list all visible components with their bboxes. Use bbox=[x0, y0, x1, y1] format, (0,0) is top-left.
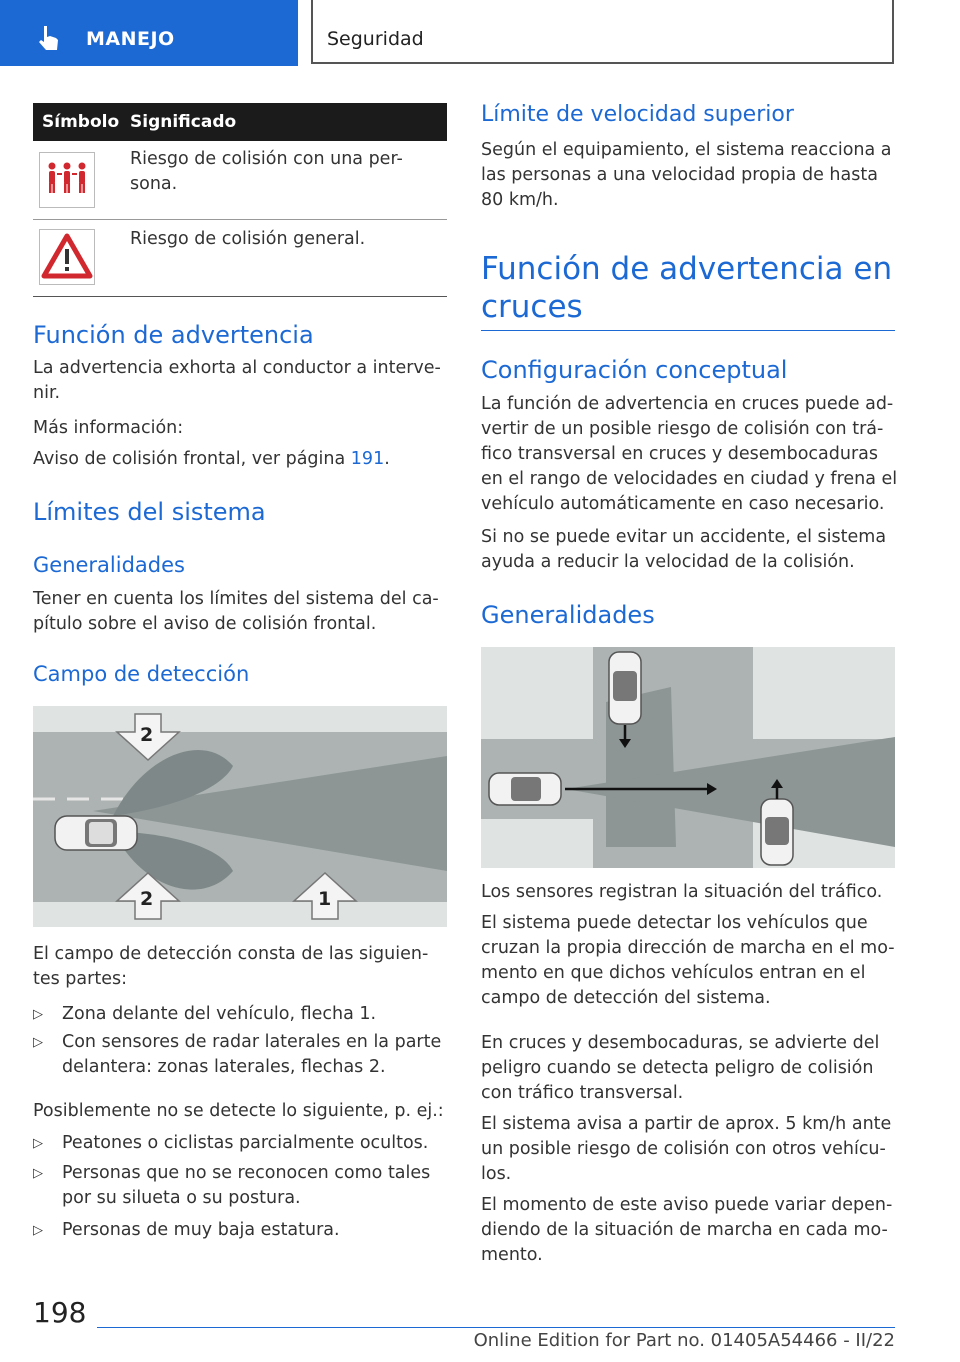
car-icon bbox=[761, 799, 793, 865]
table-divider bbox=[33, 219, 447, 220]
edition-note: Online Edition for Part no. 01405A54466 - II/22 bbox=[473, 1330, 895, 1351]
table-row-2-text: Riesgo de colisión general. bbox=[130, 229, 366, 249]
table-bottom-rule bbox=[33, 296, 447, 297]
heading-concept: Configuración conceptual bbox=[481, 356, 788, 384]
list-item: Zona delante del vehículo, flecha 1. bbox=[62, 1004, 377, 1024]
field-paragraph: El campo de detección consta de las siguien- tes partes: bbox=[33, 944, 429, 989]
warning-paragraph: La advertencia exhorta al conductor a interve- nir. bbox=[33, 358, 441, 403]
topic-box bbox=[311, 0, 894, 64]
detect-paragraph: El sistema puede detectar los vehículos que cruzan la propia dirección de marcha en el mo- mento en que dichos vehículos entran en el campo de detección del sistema. bbox=[481, 913, 895, 1008]
warning-triangle-icon bbox=[39, 229, 95, 285]
bullet-icon: ▷ bbox=[33, 1136, 43, 1151]
list-item: Personas de muy baja estatura. bbox=[62, 1220, 340, 1240]
table-row-1-text: Riesgo de colisión con una per- sona. bbox=[130, 149, 403, 194]
car-icon bbox=[489, 773, 561, 805]
speed-paragraph: Según el equipamiento, el sistema reacciona a las personas a una velocidad propia de hasta 80 km/h. bbox=[481, 140, 892, 210]
section-tab bbox=[0, 0, 298, 66]
section-title: MANEJO bbox=[86, 28, 175, 50]
more-info: Más información: bbox=[33, 418, 184, 438]
page-number: 198 bbox=[33, 1296, 87, 1329]
list-item: Peatones o ciclistas parcialmente ocultos. bbox=[62, 1133, 429, 1153]
heading-warning-function: Función de advertencia bbox=[33, 321, 314, 349]
heading-detection-field: Campo de detección bbox=[33, 662, 250, 686]
persons-warning-icon bbox=[39, 152, 95, 208]
detection-field-figure bbox=[33, 706, 447, 927]
concept-paragraph: La función de advertencia en cruces puede ad- vertir de un posible riesgo de colisión con trá- fico transversal en cruces y desembocaduras en el rango de velocidades en ciudad y frena el vehículo automáticamente en caso necesario. bbox=[481, 394, 898, 514]
bullet-icon: ▷ bbox=[33, 1166, 43, 1181]
list-item: Con sensores de radar laterales en la parte delantera: zonas laterales, flechas 2. bbox=[62, 1032, 442, 1077]
heading-system-limits: Límites del sistema bbox=[33, 498, 266, 526]
bullet-icon: ▷ bbox=[33, 1223, 43, 1238]
col-symbol: Símbolo bbox=[42, 112, 120, 132]
arrow-label-front: 1 bbox=[318, 888, 332, 910]
heading-general-right: Generalidades bbox=[481, 601, 655, 629]
topic-title: Seguridad bbox=[327, 28, 424, 50]
footer-rule bbox=[97, 1327, 895, 1328]
general-paragraph: Tener en cuenta los límites del sistema del ca- pítulo sobre el aviso de colisión frontal. bbox=[33, 589, 439, 634]
arrow-label-top: 2 bbox=[140, 724, 154, 746]
speed-warning-paragraph: El sistema avisa a partir de aprox. 5 km/h ante un posible riesgo de colisión con otros vehícu- los. bbox=[481, 1114, 892, 1184]
heading-rule bbox=[481, 330, 895, 331]
heading-general-left: Generalidades bbox=[33, 553, 185, 577]
concept-paragraph-2: Si no se puede evitar un accidente, el sistema ayuda a reducir la velocidad de la colisión. bbox=[481, 527, 887, 572]
crossing-paragraph: En cruces y desembocaduras, se advierte del peligro cuando se detecta peligro de colisión con tráfico transversal. bbox=[481, 1033, 880, 1103]
col-meaning: Significado bbox=[130, 112, 237, 132]
list-item: Personas que no se reconocen como tales por su silueta o su postura. bbox=[62, 1163, 431, 1208]
hand-pointer-icon bbox=[34, 24, 64, 54]
sensors-paragraph: Los sensores registran la situación del tráfico. bbox=[481, 882, 883, 902]
heading-cross-traffic: Función de advertencia en cruces bbox=[481, 251, 893, 325]
arrow-label-bottom: 2 bbox=[140, 888, 154, 910]
symbol-table-header bbox=[33, 103, 447, 141]
timing-paragraph: El momento de este aviso puede variar depen- diendo de la situación de marcha en cada mo- mento. bbox=[481, 1195, 893, 1265]
crossing-figure bbox=[481, 647, 895, 868]
car-icon bbox=[55, 816, 137, 850]
page-reference: Aviso de colisión frontal, ver página 191. bbox=[33, 449, 390, 469]
heading-upper-speed-limit: Límite de velocidad superior bbox=[481, 102, 794, 127]
maybe-paragraph: Posiblemente no se detecte lo siguiente, p. ej.: bbox=[33, 1101, 444, 1121]
bullet-icon: ▷ bbox=[33, 1007, 43, 1022]
bullet-icon: ▷ bbox=[33, 1035, 43, 1050]
page-link[interactable]: 191 bbox=[350, 449, 385, 469]
car-icon bbox=[609, 652, 641, 724]
